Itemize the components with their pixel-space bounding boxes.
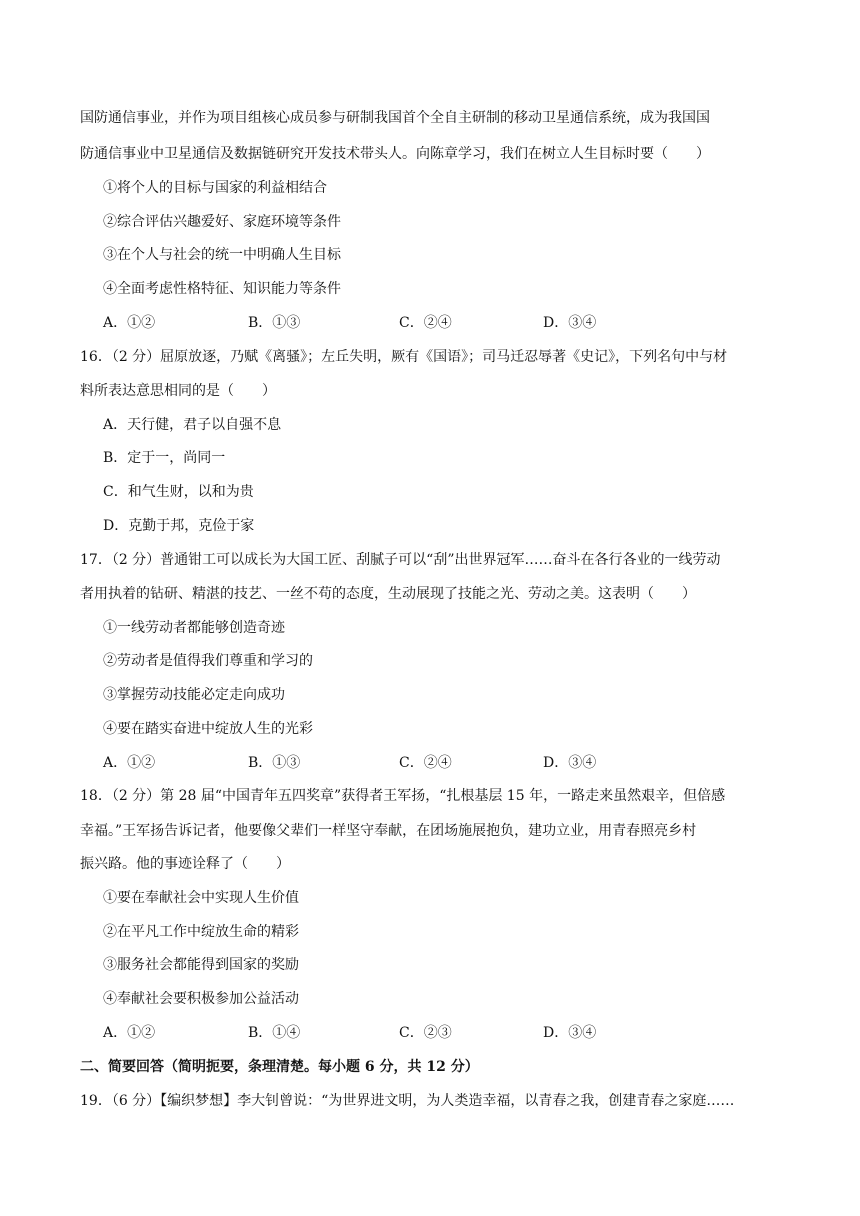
q18-statement: ③服务社会都能得到国家的奖励	[103, 957, 299, 973]
option-a: A．①②	[103, 315, 156, 331]
option-d: D．③④	[543, 1025, 597, 1041]
option-b: B．①③	[248, 315, 301, 331]
q17-text-line: 17．（2 分）普通钳工可以成长为大国工匠、刮腻子可以“刮”出世界冠军……奋斗在各行各业的一线劳动	[80, 552, 721, 568]
option-c: C．②③	[399, 1025, 452, 1041]
q15-options	[103, 313, 803, 333]
q16-text-line: 16．（2 分）屈原放逐，乃赋《离骚》；左丘失明，厥有《国语》；司马迁忍辱著《史记》，下列名句中与材	[80, 349, 728, 365]
q17-statement: ③掌握劳动技能必定走向成功	[103, 687, 285, 703]
q18-options	[103, 1023, 803, 1043]
q17-options	[103, 753, 803, 773]
q18-text-line: 幸福。”王军扬告诉记者，他要像父辈们一样坚守奉献，在团场施展抱负，建功立业，用青春照亮乡村	[80, 823, 697, 839]
q18-text-line: 18．（2 分）第 28 届“中国青年五四奖章”获得者王军扬，“扎根基层 15 年，一路走来虽然艰辛，但倍感	[80, 788, 726, 804]
option-d: D．③④	[543, 755, 597, 771]
q16-option-d: D．克勤于邦，克俭于家	[103, 518, 255, 534]
q16-option-b: B．定于一，尚同一	[103, 450, 226, 466]
option-a: A．①②	[103, 1025, 156, 1041]
option-c: C．②④	[399, 755, 452, 771]
option-a: A．①②	[103, 755, 156, 771]
option-c: C．②④	[399, 315, 452, 331]
q19-text-line: 19．（6 分）【编织梦想】李大钊曾说：“为世界进文明，为人类造幸福，以青春之我，创建青春之家庭……	[80, 1093, 735, 1109]
q16-option-a: A．天行健，君子以自强不息	[103, 417, 282, 433]
option-d: D．③④	[543, 315, 597, 331]
q15-statement: ①将个人的目标与国家的利益相结合	[103, 180, 327, 196]
q18-statement: ①要在奉献社会中实现人生价值	[103, 890, 299, 906]
section-heading: 二、简要回答（简明扼要，条理清楚。每小题 6 分，共 12 分）	[80, 1059, 479, 1075]
q15-statement: ③在个人与社会的统一中明确人生目标	[103, 247, 341, 263]
q17-statement: ②劳动者是值得我们尊重和学习的	[103, 653, 313, 669]
q15-text-line: 防通信事业中卫星通信及数据链研究开发技术带头人。向陈章学习，我们在树立人生目标时要（ ）	[80, 146, 710, 162]
q18-text-line: 振兴路。他的事迹诠释了（ ）	[80, 856, 290, 872]
q18-statement: ④奉献社会要积极参加公益活动	[103, 991, 299, 1007]
option-b: B．①③	[248, 755, 301, 771]
option-b: B．①④	[248, 1025, 301, 1041]
q17-text-line: 者用执着的钻研、精湛的技艺、一丝不苟的态度，生动展现了技能之光、劳动之美。这表明（ ）	[80, 586, 696, 602]
q15-statement: ②综合评估兴趣爱好、家庭环境等条件	[103, 214, 341, 230]
q18-statement: ②在平凡工作中绽放生命的精彩	[103, 924, 299, 940]
q17-statement: ④要在踏实奋进中绽放人生的光彩	[103, 721, 313, 737]
q15-text-line: 国防通信事业，并作为项目组核心成员参与研制我国首个全自主研制的移动卫星通信系统，成为我国国	[80, 110, 710, 126]
q17-statement: ①一线劳动者都能够创造奇迹	[103, 620, 285, 636]
q16-text-line: 料所表达意思相同的是（ ）	[80, 383, 276, 399]
q16-option-c: C．和气生财，以和为贵	[103, 484, 254, 500]
q15-statement: ④全面考虑性格特征、知识能力等条件	[103, 281, 341, 297]
